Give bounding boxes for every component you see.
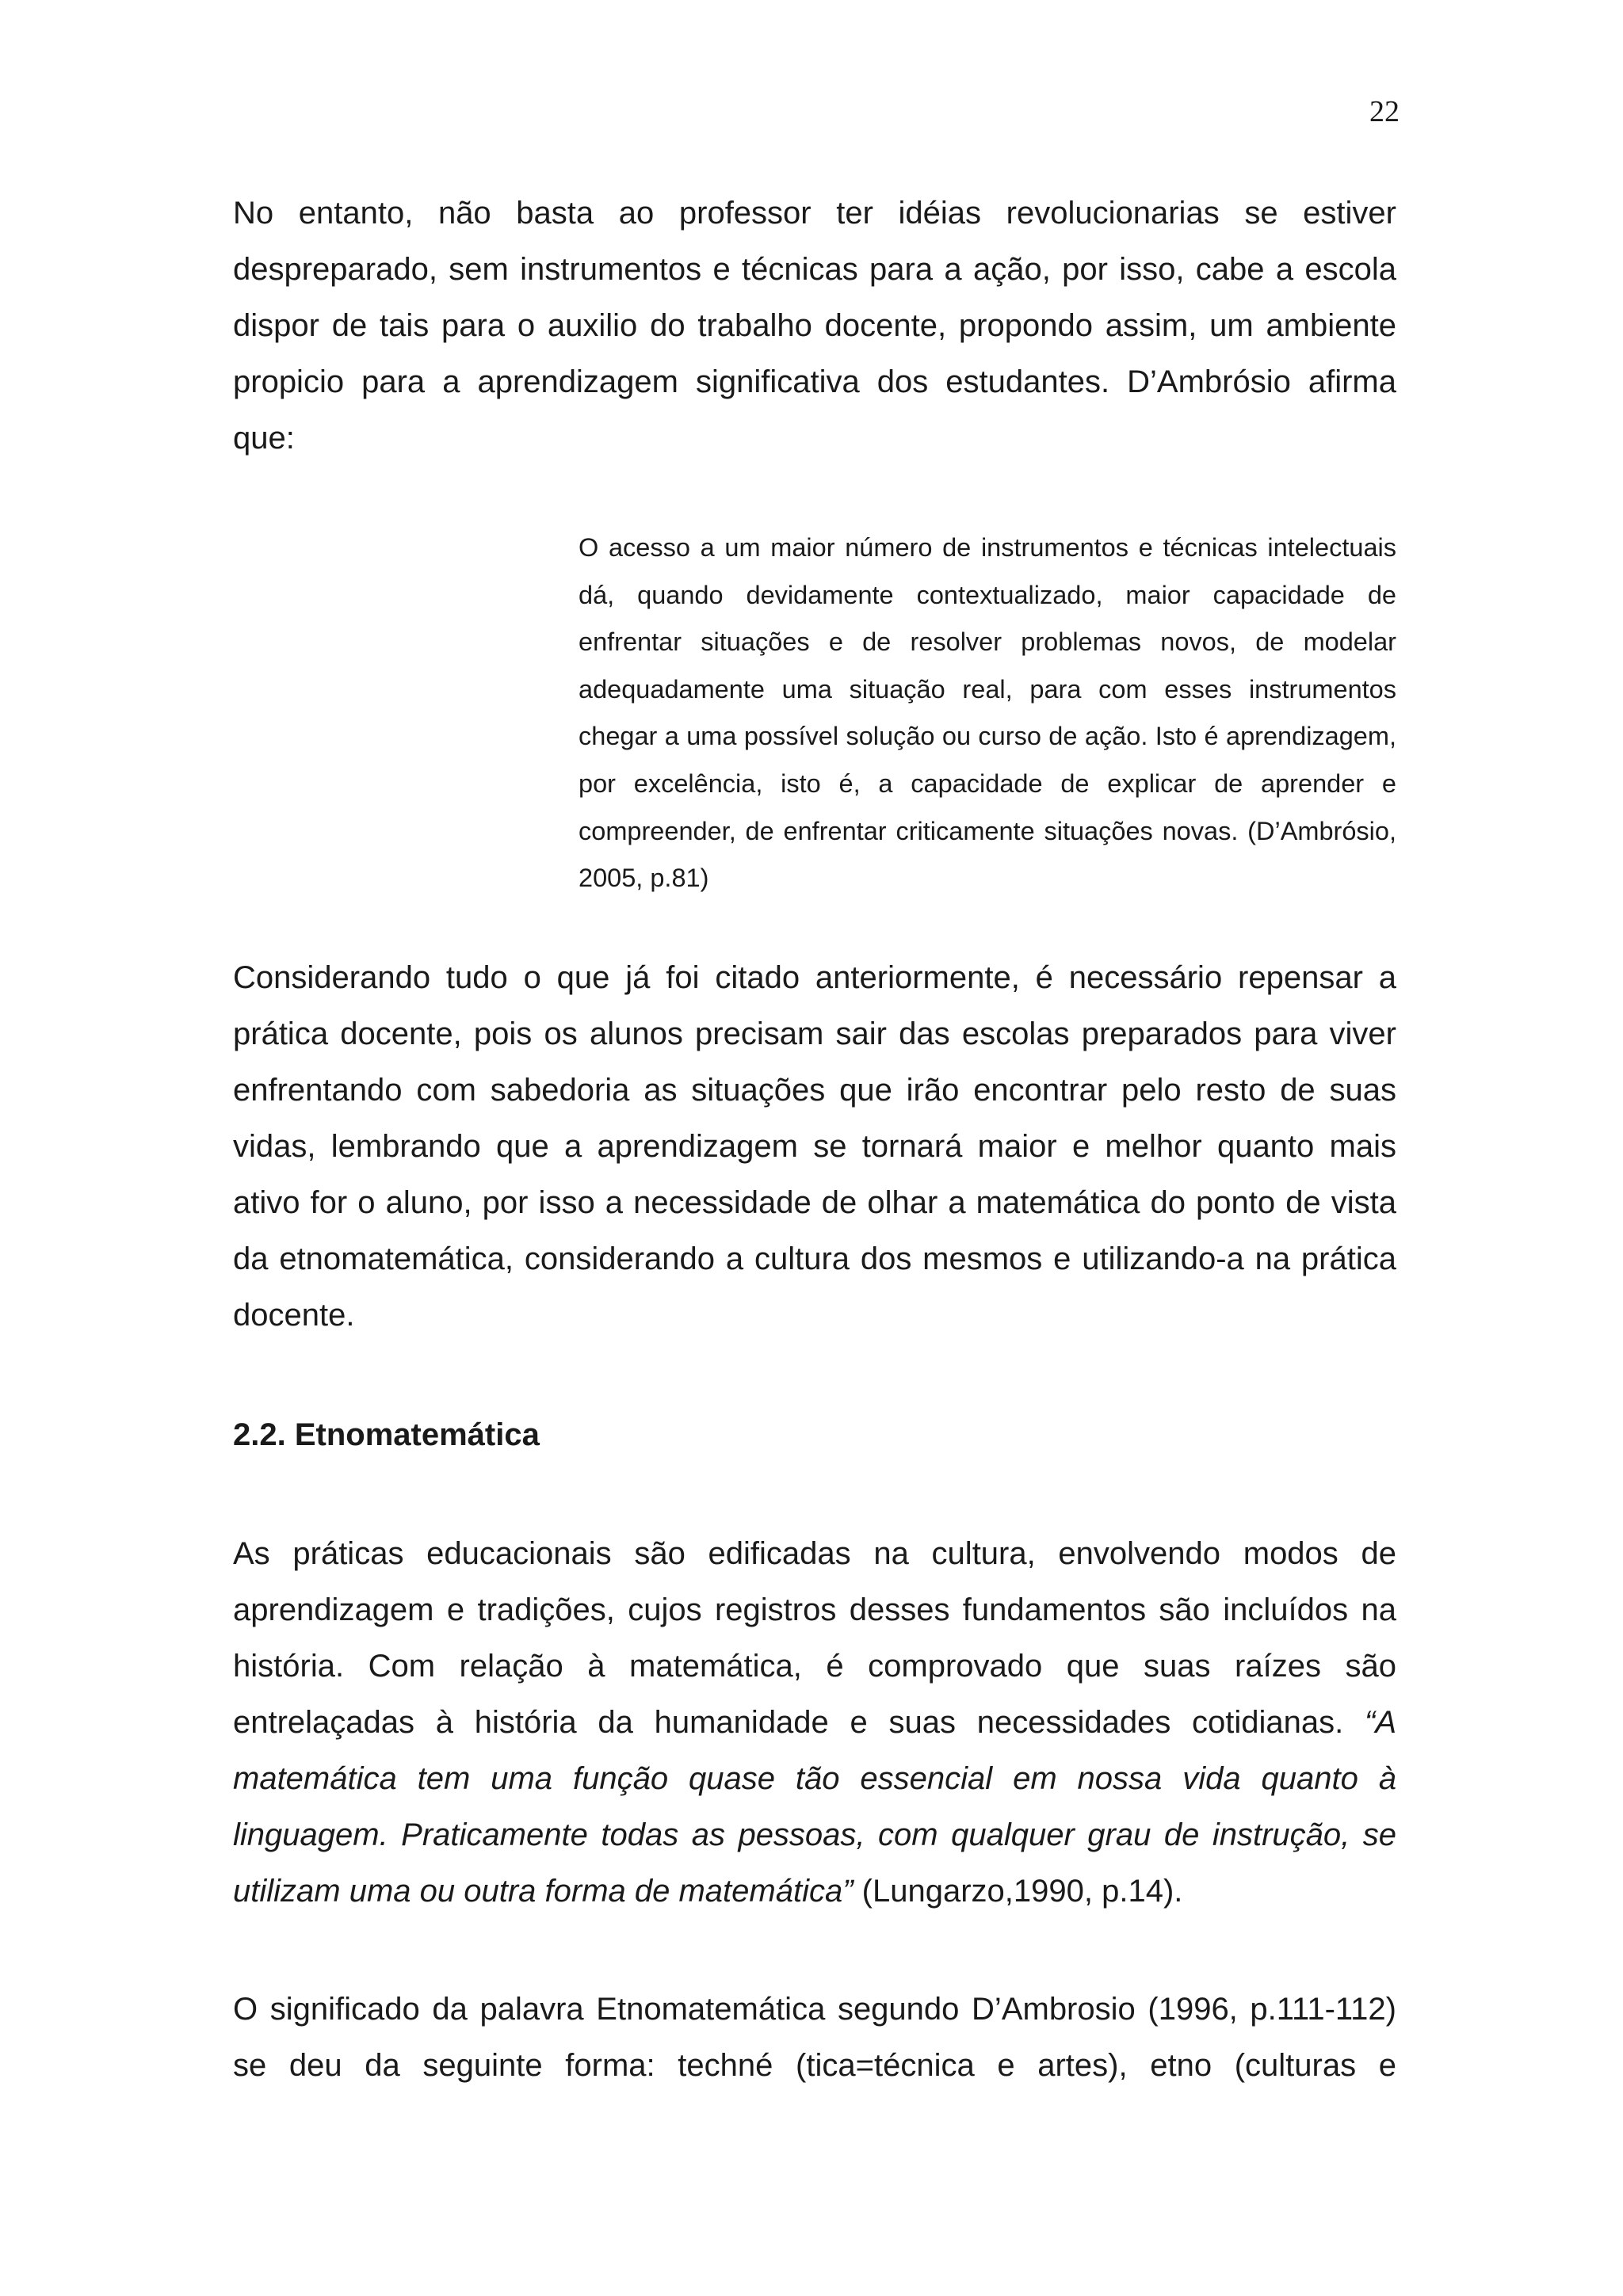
paragraph-considerando: Considerando tudo o que já foi citado anteriormente, é necessário repensar a prática docente, pois os alunos precisam sair das escolas preparados para viver enfrentando com sabedoria as situações que irão encontrar pelo resto de suas vidas, lembrando que a aprendizagem se tornará maior e melhor quanto mais ativo for o aluno, por isso a necessidade de olhar a matemática do ponto de vista da etnomatemática, considerando a cultura dos mesmos e utilizando-a na prática docente. bbox=[233, 960, 1396, 1333]
paragraph-praticas-intro: As práticas educacionais são edificadas na cultura, envolvendo modos de aprendizagem e tradições, cujos registros desses fundamentos são incluídos na história. Com relação à matemática, é comprovado que suas raízes são entrelaçadas à história da humanidade e suas necessidades cotidianas. bbox=[233, 1536, 1396, 1740]
paragraph-praticas-quote: “A matemática tem uma função quase tão essencial em nossa vida quanto à linguagem. Praticamente todas as pessoas, com qualquer grau de instrução, se utilizam uma ou outra forma de matemática” bbox=[233, 1705, 1396, 1909]
paragraph-praticas-citation: (Lungarzo,1990, p.14). bbox=[853, 1874, 1183, 1909]
section-heading: 2.2. Etnomatemática bbox=[233, 1417, 540, 1452]
block-quote: O acesso a um maior número de instrumentos e técnicas intelectuais dá, quando devidamente contextualizado, maior capacidade de enfrentar situações e de resolver problemas novos, de modelar adequadamente uma situação real, para com esses instrumentos chegar a uma possível solução ou curso de ação. Isto é aprendizagem, por excelência, isto é, a capacidade de explicar de aprender e compreender, de enfrentar criticamente situações novas. (D’Ambrósio, 2005, p.81) bbox=[579, 533, 1396, 893]
paragraph-significado: O significado da palavra Etnomatemática segundo D’Ambrosio (1996, p.111-112) se deu da seguinte forma: techné (tica=técnica e artes), etno (culturas e bbox=[233, 1992, 1396, 2083]
paragraph-intro: No entanto, não basta ao professor ter idéias revolucionarias se estiver despreparado, sem instrumentos e técnicas para a ação, por isso, cabe a escola dispor de tais para o auxilio do trabalho docente, propondo assim, um ambiente propicio para a aprendizagem significativa dos estudantes. D’Ambrósio afirma que: bbox=[233, 196, 1396, 456]
page-number: 22 bbox=[1369, 95, 1400, 128]
paragraph-praticas bbox=[233, 1526, 1396, 1920]
